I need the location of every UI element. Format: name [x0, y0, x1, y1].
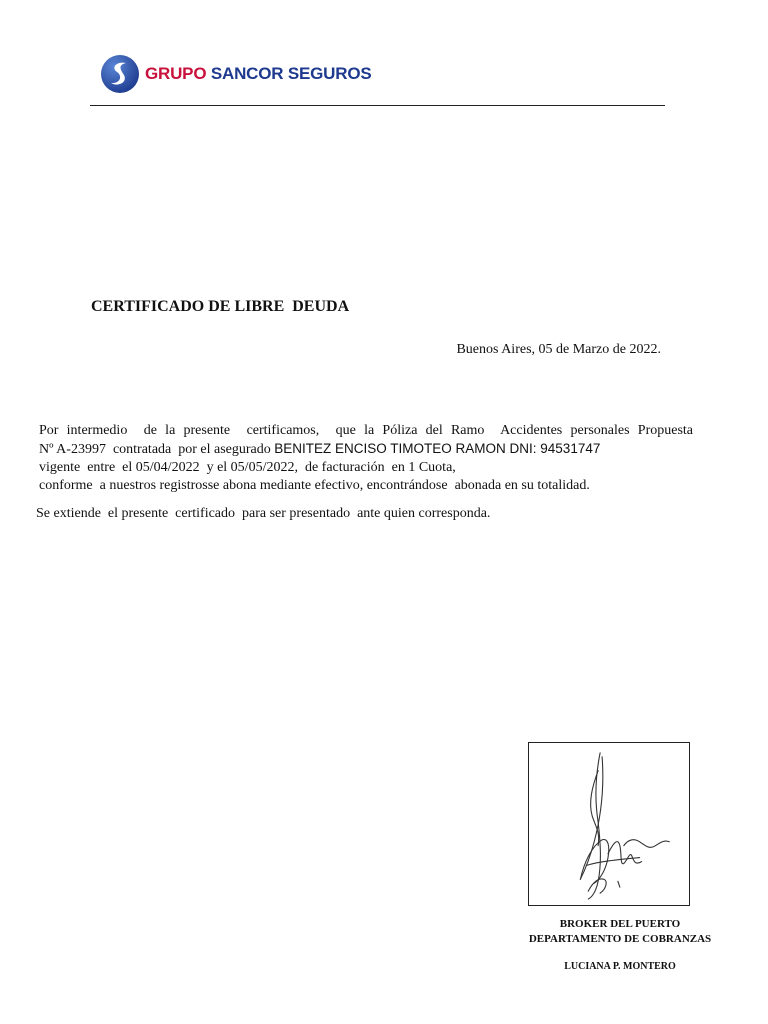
body-line-3: vigente entre el 05/04/2022 y el 05/05/2022, de facturación en 1 Cuota, [39, 460, 456, 475]
body-line-1: Por intermedio de la presente certificamos, que la Póliza del Ramo Accidentes personales Propuesta [39, 423, 693, 438]
document-title: CERTIFICADO DE LIBRE DEUDA [91, 298, 350, 315]
body-line-2 [39, 440, 693, 459]
logo-word-sancor: SANCOR SEGUROS [210, 64, 372, 83]
signature-box [528, 742, 690, 906]
closing-statement: Se extiende el presente certificado para ser presentado ante quien corresponda. [36, 506, 491, 521]
insured-name: BENITEZ ENCISO TIMOTEO RAMON DNI: 94531747 [274, 441, 601, 456]
signatory-company: BROKER DEL PUERTO [559, 918, 681, 930]
signatory-department: DEPARTAMENTO DE COBRANZAS [528, 933, 712, 945]
header-divider [90, 105, 665, 106]
body-line-4: conforme a nuestros registrosse abona mediante efectivo, encontrándose abonada en su totalidad. [39, 478, 590, 493]
certificate-body [39, 422, 693, 495]
logo-wordmark [145, 64, 371, 84]
logo-word-grupo: GRUPO [145, 64, 207, 83]
body-line-2-prefix: Nº A-23997 contratada por el asegurado [39, 442, 275, 457]
sancor-logo-icon [100, 54, 140, 94]
handwritten-signature [529, 743, 689, 905]
document-date: Buenos Aires, 05 de Marzo de 2022. [456, 342, 661, 357]
signatory-name: LUCIANA P. MONTERO [564, 961, 676, 972]
company-logo [100, 52, 371, 96]
